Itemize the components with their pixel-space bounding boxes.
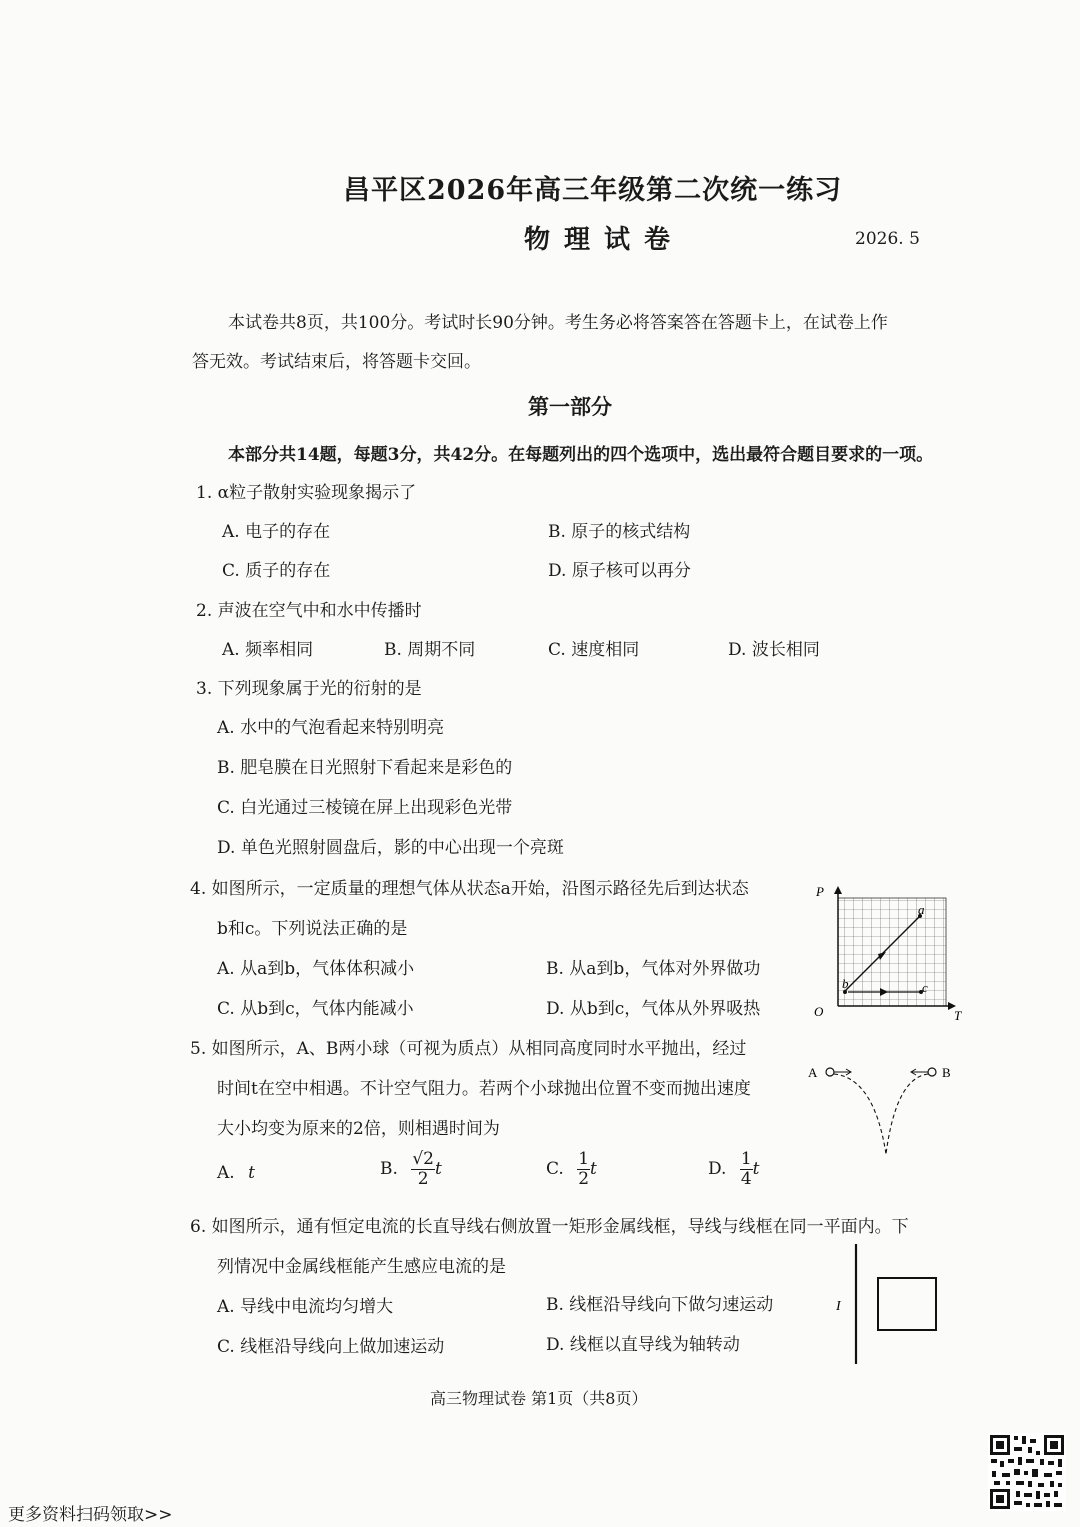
- q5-trajectory-a: [834, 1074, 886, 1154]
- instructions-line1: 本试卷共8页，共100分。考试时长90分钟。考生务必将答案答在答题卡上，在试卷上作: [228, 313, 888, 333]
- q4-stem-line2: b和c。下列说法正确的是: [217, 919, 408, 939]
- q6-label-i: I: [836, 1299, 841, 1314]
- q4-option-c: C. 从b到c，气体内能减小: [217, 999, 414, 1019]
- q6-wire-loop-figure: [830, 1240, 950, 1368]
- q4-label-b: b: [842, 976, 849, 991]
- exam-date: 2026. 5: [855, 229, 920, 249]
- qr-code-icon[interactable]: [988, 1433, 1066, 1511]
- q2-option-d: D. 波长相同: [728, 640, 820, 660]
- q4-label-a: a: [918, 902, 925, 917]
- page-subtitle: 物理试卷: [524, 225, 685, 255]
- q1-option-d: D. 原子核可以再分: [548, 561, 691, 581]
- q4-label-o: O: [814, 1004, 824, 1019]
- q6-option-c: C. 线框沿导线向上做加速运动: [217, 1337, 445, 1357]
- q4-option-d: D. 从b到c，气体从外界吸热: [546, 999, 761, 1019]
- q2-option-c: C. 速度相同: [548, 640, 640, 660]
- q5-option-c: C. $\frac{1}{2}$ t: [546, 1149, 597, 1189]
- q6-stem-line1: 6. 如图所示，通有恒定电流的长直导线右侧放置一矩形金属线框，导线与线框在同一平面内。下: [190, 1217, 909, 1237]
- q3-option-c: C. 白光通过三棱镜在屏上出现彩色光带: [217, 798, 513, 818]
- q1-option-a: A. 电子的存在: [222, 522, 331, 542]
- q4-pt-graph: [808, 882, 970, 1022]
- q2-option-b: B. 周期不同: [384, 640, 476, 660]
- promo-link[interactable]: 更多资料扫码领取>>: [8, 1505, 173, 1525]
- q5-label-b: B: [942, 1065, 951, 1080]
- q5-option-d: D. $\frac{1}{4}$ t: [708, 1149, 760, 1189]
- q5-trajectory-b: [886, 1074, 928, 1154]
- q4-label-c: c: [922, 980, 928, 995]
- q3-stem: 3. 下列现象属于光的衍射的是: [196, 679, 422, 699]
- q2-option-a: A. 频率相同: [222, 640, 314, 660]
- q1-option-c: C. 质子的存在: [222, 561, 331, 581]
- q4-p-arrow: [834, 886, 842, 894]
- q6-option-a: A. 导线中电流均匀增大: [217, 1297, 394, 1317]
- page-title: 昌平区2026年高三年级第二次统一练习: [343, 175, 843, 206]
- q2-stem: 2. 声波在空气中和水中传播时: [196, 601, 422, 621]
- q5-option-a: A. t: [217, 1163, 255, 1183]
- q3-option-a: A. 水中的气泡看起来特别明亮: [217, 718, 445, 738]
- q4-option-a: A. 从a到b，气体体积减小: [217, 959, 415, 979]
- q3-option-b: B. 肥皂膜在日光照射下看起来是彩色的: [217, 758, 513, 778]
- q4-option-b: B. 从a到b，气体对外界做功: [546, 959, 761, 979]
- q5-projectile-figure: [804, 1058, 964, 1164]
- q4-label-p: P: [816, 884, 824, 899]
- q4-stem-line1: 4. 如图所示，一定质量的理想气体从状态a开始，沿图示路径先后到达状态: [190, 879, 749, 899]
- instructions-line2: 答无效。考试结束后，将答题卡交回。: [192, 352, 481, 372]
- q1-stem: 1. α粒子散射实验现象揭示了: [196, 483, 417, 503]
- q5-stem-line3: 大小均变为原来的2倍，则相遇时间为: [217, 1119, 500, 1139]
- q6-metal-loop: [878, 1278, 936, 1330]
- q6-option-b: B. 线框沿导线向下做匀速运动: [546, 1295, 774, 1315]
- q6-stem-line2: 列情况中金属线框能产生感应电流的是: [217, 1257, 506, 1277]
- q5-stem-line1: 5. 如图所示，A、B两小球（可视为质点）从相同高度同时水平抛出，经过: [190, 1039, 747, 1059]
- section-intro: 本部分共14题，每题3分，共42分。在每题列出的四个选项中，选出最符合题目要求的一项。: [228, 445, 934, 465]
- q4-label-t: T: [954, 1008, 962, 1022]
- q5-ball-b: [928, 1068, 936, 1076]
- q5-option-b: B. $\frac{√2}{2}$ t: [380, 1149, 442, 1189]
- q1-option-b: B. 原子的核式结构: [548, 522, 691, 542]
- section-heading: 第一部分: [528, 394, 612, 419]
- q5-stem-line2: 时间t在空中相遇。不计空气阻力。若两个小球抛出位置不变而抛出速度: [217, 1079, 751, 1099]
- q6-option-d: D. 线框以直导线为轴转动: [546, 1335, 740, 1355]
- q5-label-a: A: [808, 1065, 818, 1080]
- q3-option-d: D. 单色光照射圆盘后，影的中心出现一个亮斑: [217, 838, 564, 858]
- q5-ball-a: [826, 1068, 834, 1076]
- page-footer: 高三物理试卷 第1页（共8页）: [430, 1389, 648, 1408]
- q4-grid: [838, 898, 946, 1006]
